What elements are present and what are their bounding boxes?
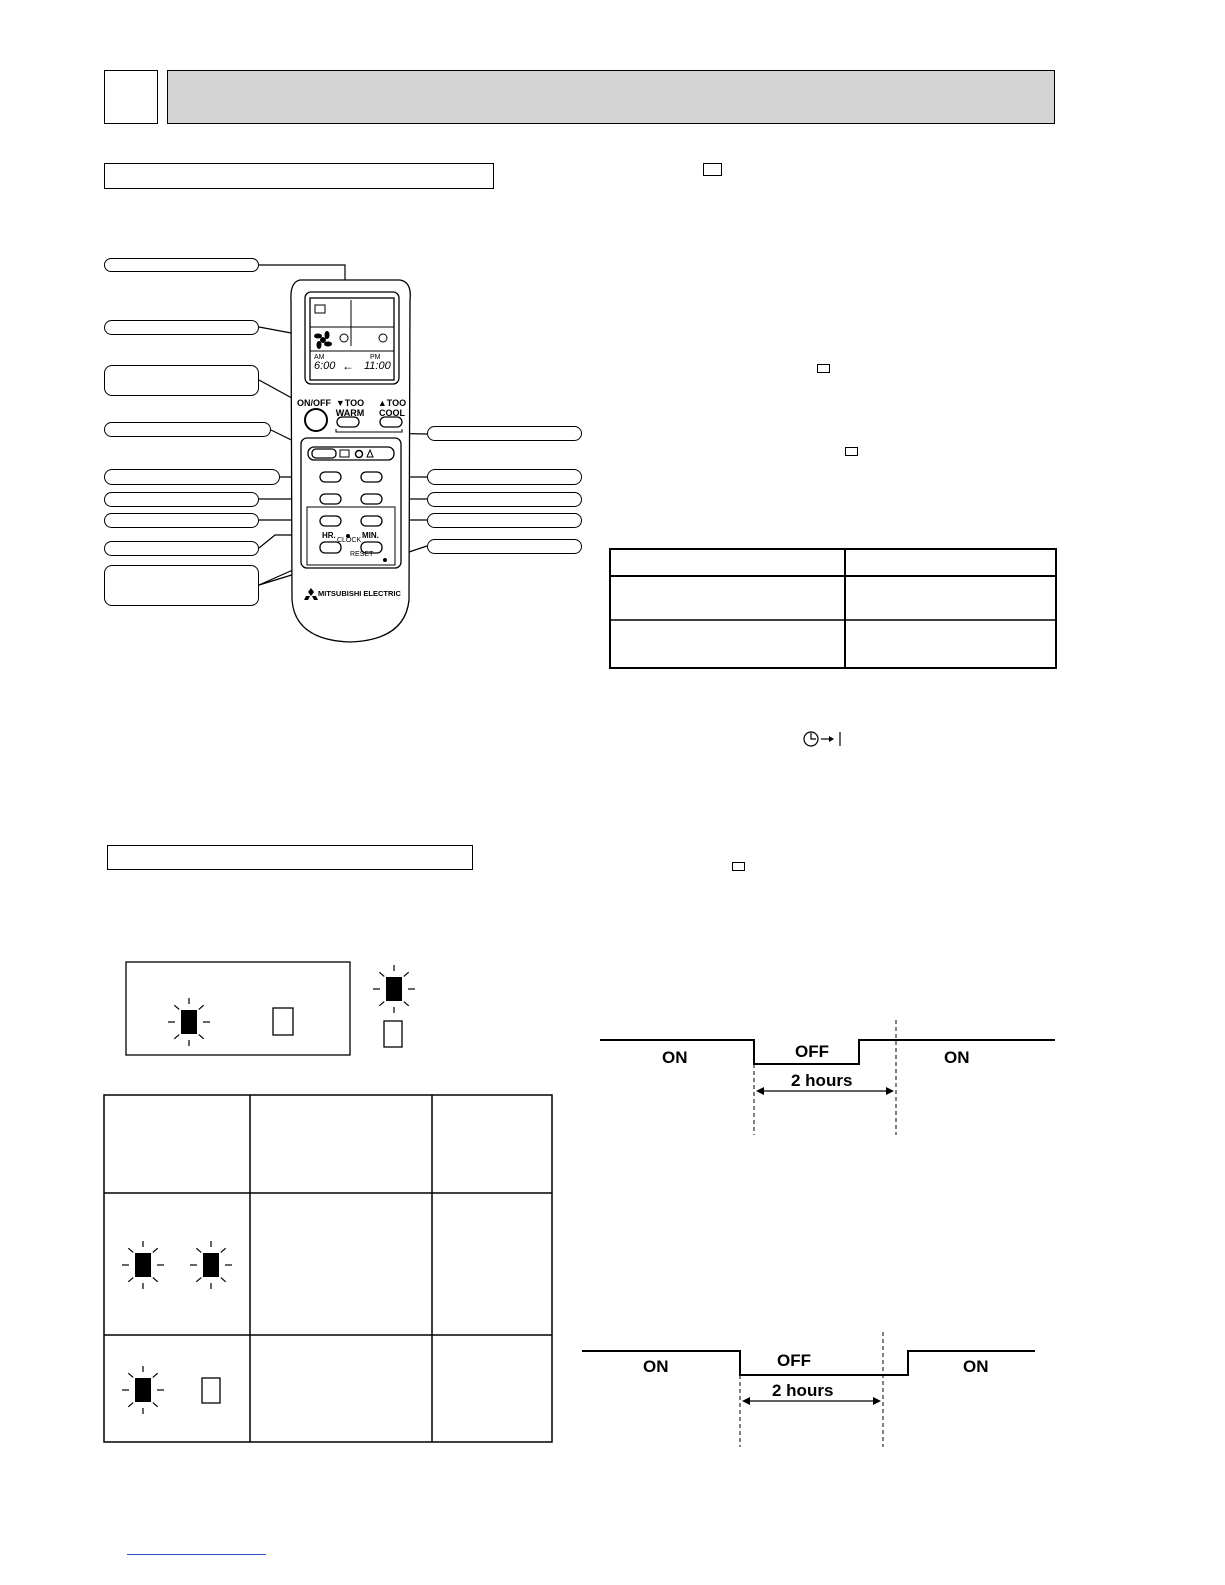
chart2-off: OFF [777,1351,811,1370]
am-label: AM [314,354,325,361]
on-off-label[interactable]: ON/OFF [297,398,331,408]
footer-link-line[interactable] [127,1554,266,1555]
hr-button[interactable]: HR. [322,531,336,540]
chart1-on-right: ON [944,1048,970,1067]
chart1-duration: 2 hours [791,1071,853,1090]
on-time-display: 6:00 [314,360,336,372]
too-cool-label[interactable]: ▲TOO COOL [377,398,407,418]
timer-arrow: ← [342,359,354,373]
chart2-on-left: ON [643,1357,669,1376]
clock-label: CLOCK [337,537,362,544]
reset-label: RESET [350,551,374,558]
pm-label: PM [370,354,381,361]
chart1-on-left: ON [662,1048,688,1067]
chart1-off: OFF [795,1042,829,1061]
chart2-on-right: ON [963,1357,989,1376]
off-time-display: 11:00 [364,360,391,372]
min-button[interactable]: MIN. [362,531,379,540]
chart2-duration: 2 hours [772,1381,834,1400]
too-warm-label[interactable]: ▼TOO WARM [335,398,365,418]
brand-label: MITSUBISHI ELECTRIC [318,589,401,598]
